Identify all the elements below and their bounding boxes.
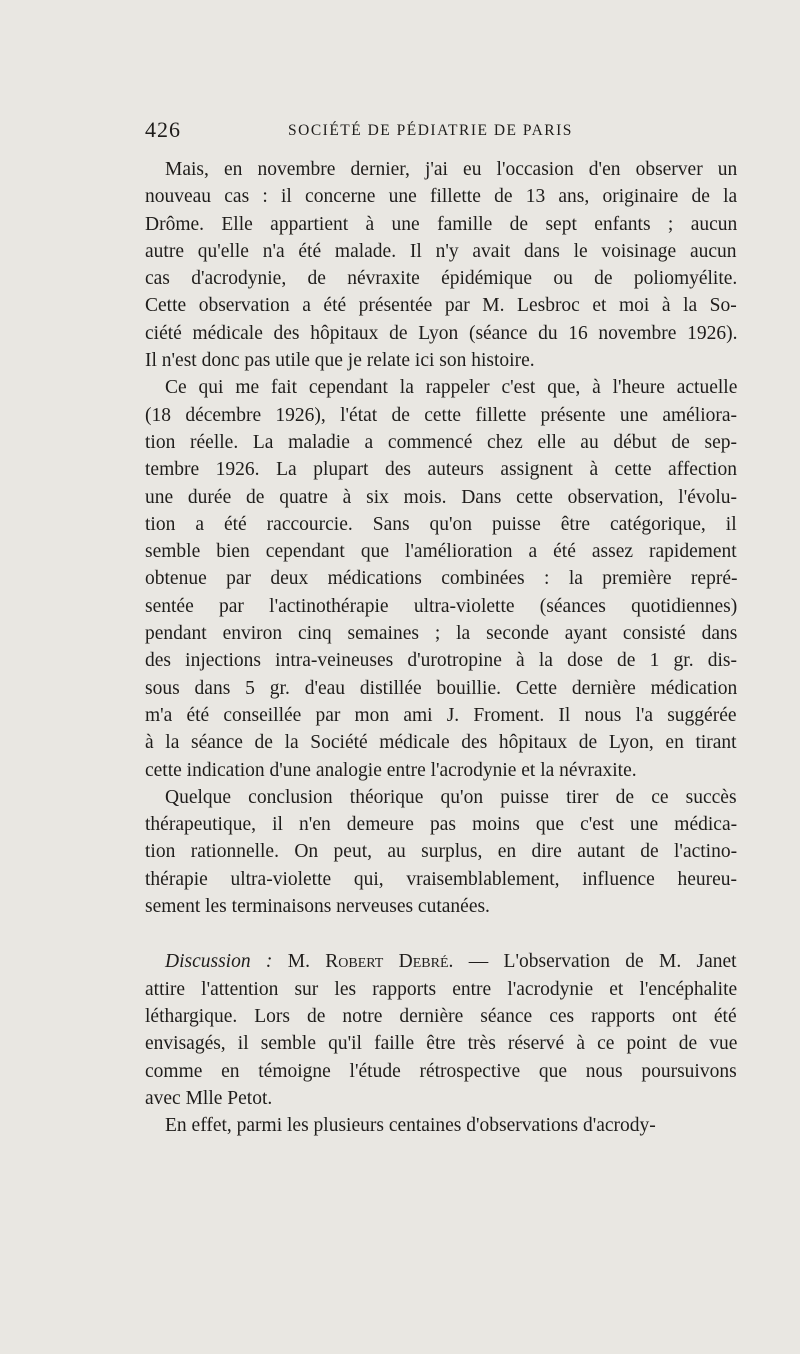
discussion-paragraph: [145, 948, 737, 1112]
text-line: sous dans 5 gr. d'eau distillée bouillie. Cette dernière médication: [145, 677, 738, 699]
text-line: thérapeutique, il n'en demeure pas moins que c'est une médica-: [145, 814, 738, 836]
text-line: pendant environ cinq semaines ; la seconde ayant consisté dans: [145, 623, 738, 645]
paragraph-1: [145, 156, 737, 374]
text-line: tembre 1926. La plupart des auteurs assignent à cette affection: [145, 459, 737, 481]
text-line: autre qu'elle n'a été malade. Il n'y avait dans le voisinage aucun: [145, 240, 737, 262]
text-line: m'a été conseillée par mon ami J. Froment. Il nous l'a suggérée: [145, 704, 737, 726]
text-line: sement les terminaisons nerveuses cutanées.: [145, 896, 490, 918]
paragraph-5: [145, 1112, 737, 1139]
paragraph-2: [145, 374, 737, 783]
text-line: thérapie ultra-violette qui, vraisemblablement, influence heureu-: [145, 868, 738, 890]
discussion-first-line-rest: — L'observation de M. Janet: [468, 951, 737, 973]
text-line: nouveau cas : il concerne une fillette de 13 ans, originaire de la: [145, 186, 738, 208]
text-line: (18 décembre 1926), l'état de cette fillette présente une améliora-: [145, 404, 738, 426]
text-line: En effet, parmi les plusieurs centaines d'observations d'acrody-: [165, 1115, 656, 1137]
text-line: cette indication d'une analogie entre l'acrodynie et la névraxite.: [145, 759, 637, 781]
text-line: des injections intra-veineuses d'urotropine à la dose de 1 gr. dis-: [145, 650, 738, 672]
text-line: Cette observation a été présentée par M. Lesbroc et moi à la So-: [145, 295, 737, 317]
discussion-label: Discussion :: [165, 951, 273, 973]
text-line: cas d'acrodynie, de névraxite épidémique ou de poliomyélite.: [145, 268, 738, 290]
text-line: ciété médicale des hôpitaux de Lyon (séance du 16 novembre 1926).: [145, 322, 738, 344]
text-line: tion a été raccourcie. Sans qu'on puisse être catégorique, il: [145, 513, 737, 535]
page-body: [145, 156, 737, 1139]
text-line: Ce qui me fait cependant la rappeler c'est que, à l'heure actuelle: [165, 377, 738, 399]
text-line: Il n'est donc pas utile que je relate ici son histoire.: [145, 350, 535, 372]
text-line: Mais, en novembre dernier, j'ai eu l'occasion d'en observer un: [165, 159, 738, 180]
text-line: avec Mlle Petot.: [145, 1087, 273, 1109]
text-line: à la séance de la Société médicale des hôpitaux de Lyon, en tirant: [145, 732, 737, 754]
text-line: semble bien cependant que l'amélioration a été assez rapidement: [145, 541, 737, 563]
text-line: sentée par l'actinothérapie ultra-violette (séances quotidiennes): [145, 595, 738, 617]
paragraph-3: [145, 784, 737, 920]
text-line: obtenue par deux médications combinées : la première repré-: [145, 568, 738, 590]
speaker-prefix: M.: [287, 951, 310, 973]
speaker-name: Robert Debré.: [325, 951, 454, 973]
text-line: léthargique. Lors de notre dernière séance ces rapports ont été: [145, 1005, 737, 1027]
page-header: [145, 117, 745, 147]
text-line: tion réelle. La maladie a commencé chez elle au début de sep-: [145, 431, 738, 453]
text-line: attire l'attention sur les rapports entre l'acrodynie et l'encéphalite: [145, 978, 738, 1000]
page-number: 426: [145, 117, 181, 142]
discussion-first-line: [145, 948, 737, 975]
text-line: une durée de quatre à six mois. Dans cette observation, l'évolu-: [145, 486, 738, 508]
text-line: tion rationnelle. On peut, au surplus, en dire autant de l'actino-: [145, 841, 738, 863]
running-title: SOCIÉTÉ DE PÉDIATRIE DE PARIS: [288, 122, 573, 139]
text-line: comme en témoigne l'étude rétrospective que nous poursuivons: [145, 1060, 737, 1082]
text-line: envisagés, il semble qu'il faille être très réservé à ce point de vue: [145, 1033, 738, 1055]
section-gap: [145, 920, 737, 948]
text-line: Quelque conclusion théorique qu'on puisse tirer de ce succès: [165, 786, 737, 808]
text-line: Drôme. Elle appartient à une famille de sept enfants ; aucun: [145, 213, 738, 235]
